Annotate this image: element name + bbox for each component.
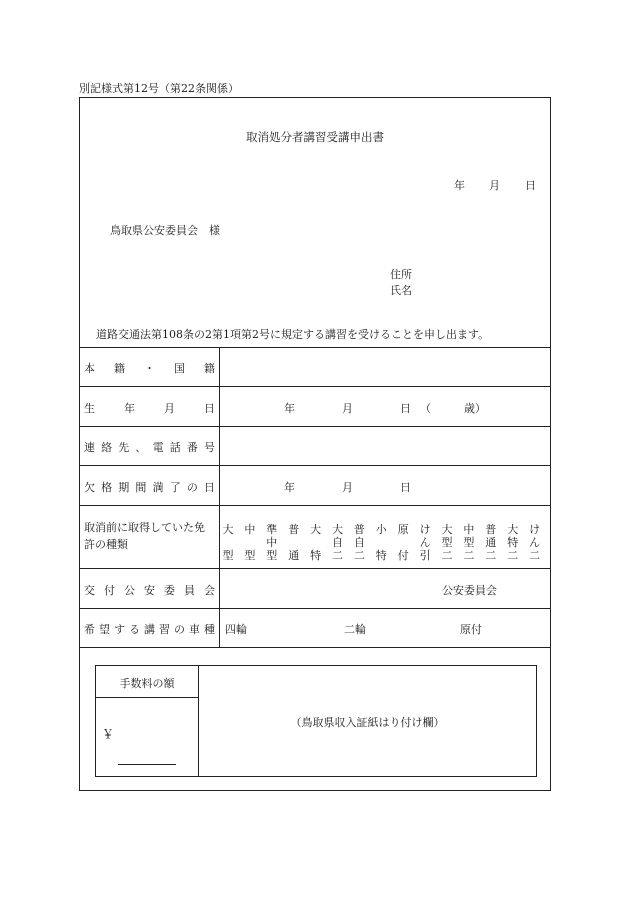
- label-char: 籍: [204, 362, 215, 375]
- disqualification-month-field[interactable]: 月: [342, 481, 353, 494]
- license-type-char: [244, 536, 256, 549]
- disqualification-year-field[interactable]: 年: [284, 481, 295, 494]
- label-char: 期: [118, 481, 130, 494]
- label-char: 電: [152, 441, 164, 454]
- row-divider: [80, 386, 550, 387]
- license-type-char: 型: [463, 536, 475, 549]
- date-month-field[interactable]: 月: [489, 179, 500, 192]
- label-char: 号: [203, 441, 215, 454]
- license-type-char: 小: [375, 523, 387, 536]
- label-char: す: [114, 623, 125, 636]
- label-char: 生: [84, 402, 95, 415]
- license-type-option[interactable]: [288, 523, 300, 562]
- license-type-char: 自: [353, 536, 365, 549]
- license-type-char: 大: [222, 523, 234, 536]
- label-char: 希: [84, 623, 95, 636]
- license-type-option[interactable]: [244, 523, 256, 562]
- license-type-char: [397, 536, 409, 549]
- license-type-option[interactable]: [222, 523, 234, 562]
- disqualification-end-label: [84, 479, 215, 495]
- license-type-char: 型: [222, 549, 234, 562]
- label-char: 了: [169, 481, 181, 494]
- row-divider: [80, 608, 550, 609]
- birth-month-field[interactable]: 月: [342, 402, 353, 415]
- label-char: 日: [204, 402, 215, 415]
- license-type-char: 二: [441, 549, 453, 562]
- label-char: 交: [84, 584, 95, 597]
- label-char: 番: [186, 441, 198, 454]
- license-type-option[interactable]: [441, 523, 453, 562]
- addressee: 鳥取県公安委員会 様: [110, 224, 220, 237]
- license-type-char: 大: [507, 523, 519, 536]
- label-char: 望: [99, 623, 110, 636]
- birth-day-field[interactable]: 日: [400, 402, 411, 415]
- license-type-char: [222, 536, 234, 549]
- row-divider: [80, 647, 550, 648]
- label-char: 種: [204, 623, 215, 636]
- label-char: 先: [118, 441, 130, 454]
- vehicle-option-two-wheel[interactable]: 二輪: [344, 623, 366, 636]
- label-char: 本: [84, 362, 95, 375]
- label-char: 満: [152, 481, 164, 494]
- domicile-input[interactable]: [220, 348, 550, 386]
- label-char: の: [186, 481, 198, 494]
- label-char: 話: [169, 441, 181, 454]
- license-type-char: [310, 536, 322, 549]
- license-type-option[interactable]: [463, 523, 475, 562]
- row-divider: [80, 505, 550, 506]
- license-type-char: 中: [266, 536, 278, 549]
- label-char: 欠: [84, 481, 95, 494]
- vehicle-option-four-wheel[interactable]: 四輪: [225, 623, 247, 636]
- label-char: 日: [203, 481, 215, 494]
- license-type-char: 型: [266, 549, 278, 562]
- label-char: 委: [164, 584, 175, 597]
- row-divider: [80, 465, 550, 466]
- license-type-option[interactable]: [310, 523, 322, 562]
- label-char: 月: [164, 402, 175, 415]
- license-type-char: 付: [397, 549, 409, 562]
- label-char: 付: [104, 584, 115, 597]
- license-type-option[interactable]: [419, 523, 431, 562]
- revenue-stamp-area[interactable]: （鳥取県収入証紙はり付け欄）: [290, 716, 445, 729]
- issuing-commission-label: [84, 582, 215, 598]
- license-type-option[interactable]: [507, 523, 519, 562]
- license-type-option[interactable]: [397, 523, 409, 562]
- license-type-option[interactable]: [529, 523, 541, 562]
- label-char: 講: [144, 623, 155, 636]
- license-type-char: 特: [310, 549, 322, 562]
- license-type-option[interactable]: [353, 523, 365, 562]
- declaration-statement: 道路交通法第108条の2第1項第2号に規定する講習を受けることを申し出ます。: [96, 328, 490, 341]
- license-type-char: 二: [507, 549, 519, 562]
- label-char: 年: [124, 402, 135, 415]
- license-type-char: け: [419, 523, 431, 536]
- license-type-char: 準: [266, 523, 278, 536]
- fee-header-divider: [96, 697, 198, 698]
- license-type-char: 型: [244, 549, 256, 562]
- license-type-char: 特: [375, 549, 387, 562]
- contact-phone-label: [84, 439, 215, 455]
- license-type-char: 型: [441, 536, 453, 549]
- application-form: [79, 97, 551, 791]
- license-type-char: 原: [397, 523, 409, 536]
- date-year-field[interactable]: 年: [454, 179, 465, 192]
- date-day-field[interactable]: 日: [525, 179, 536, 192]
- vehicle-option-moped[interactable]: 原付: [460, 623, 482, 636]
- name-field[interactable]: 氏名: [390, 284, 412, 297]
- license-type-char: 二: [485, 549, 497, 562]
- license-type-char: 引: [419, 549, 431, 562]
- label-char: 員: [184, 584, 195, 597]
- license-type-char: ん: [419, 536, 431, 549]
- license-type-char: [375, 536, 387, 549]
- license-type-option[interactable]: [375, 523, 387, 562]
- label-char: 連: [84, 441, 95, 454]
- license-type-char: 中: [244, 523, 256, 536]
- license-type-option[interactable]: [485, 523, 497, 562]
- license-type-char: 大: [332, 523, 343, 536]
- column-divider: [219, 347, 220, 647]
- label-char: 、: [135, 441, 147, 454]
- label-char: 安: [144, 584, 155, 597]
- label-char: 格: [101, 481, 113, 494]
- license-type-char: 中: [463, 523, 475, 536]
- label-char: る: [129, 623, 140, 636]
- label-char: ・: [144, 362, 155, 375]
- domicile-label: [84, 360, 215, 376]
- fee-title: 手数料の額: [119, 677, 175, 690]
- license-type-char: 二: [529, 549, 541, 562]
- license-type-char: 普: [353, 523, 365, 536]
- license-type-char: [288, 536, 300, 549]
- license-type-char: け: [529, 523, 541, 536]
- age-field[interactable]: （ 歳）: [420, 402, 486, 415]
- form-title: 取消処分者講習受講申出書: [246, 130, 384, 144]
- license-type-char: 大: [441, 523, 453, 536]
- license-type-char: 普: [288, 523, 300, 536]
- label-char: 籍: [114, 362, 125, 375]
- label-char: 国: [174, 362, 185, 375]
- vehicle-type-label: [84, 621, 215, 637]
- license-type-option[interactable]: [332, 523, 344, 562]
- yen-sign: ￥: [102, 727, 115, 741]
- license-type-char: 二: [353, 549, 365, 562]
- license-type-char: 自: [332, 536, 343, 549]
- birth-year-field[interactable]: 年: [284, 402, 295, 415]
- license-type-char: 通: [485, 536, 497, 549]
- fee-box: [95, 665, 537, 777]
- label-char: 車: [189, 623, 200, 636]
- license-type-char: 通: [288, 549, 300, 562]
- license-type-char: 特: [507, 536, 519, 549]
- license-type-char: 普: [485, 523, 497, 536]
- issuing-commission-field[interactable]: 公安委員会: [442, 584, 497, 597]
- row-divider: [80, 568, 550, 569]
- label-char: 間: [135, 481, 147, 494]
- license-type-char: ん: [529, 536, 541, 549]
- license-type-char: 大: [310, 523, 322, 536]
- label-char: 公: [124, 584, 135, 597]
- license-type-char: 二: [463, 549, 475, 562]
- birth-date-label: [84, 400, 215, 416]
- contact-phone-input[interactable]: [220, 427, 550, 465]
- label-char: 習: [159, 623, 170, 636]
- disqualification-day-field[interactable]: 日: [400, 481, 411, 494]
- license-types-label: 取消前に取得していた免許の種類: [84, 521, 205, 551]
- address-field[interactable]: 住所: [390, 268, 412, 281]
- form-number: 別記様式第12号（第22条関係）: [79, 82, 239, 95]
- label-char: 会: [204, 584, 215, 597]
- license-type-char: 二: [332, 549, 343, 562]
- label-char: の: [174, 623, 185, 636]
- fee-amount-field[interactable]: [118, 764, 176, 765]
- label-char: 絡: [101, 441, 113, 454]
- license-type-option[interactable]: [266, 523, 278, 562]
